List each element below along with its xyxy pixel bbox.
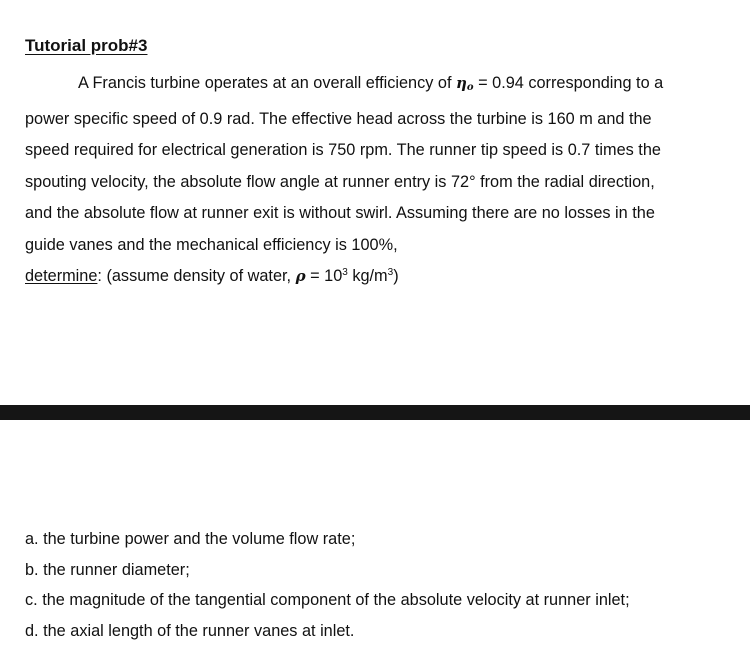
determine-label: determine [25, 267, 98, 285]
density-exponent: 3 [342, 267, 348, 278]
part-c: c. the magnitude of the tangential component of the absolute velocity at runner inlet; [25, 591, 630, 609]
page-divider [0, 405, 750, 420]
problem-line-6: guide vanes and the mechanical efficiency is 100%, [25, 235, 398, 254]
problem-line-7 [25, 261, 725, 293]
problem-statement [25, 68, 725, 293]
page-title: Tutorial prob#3 [25, 36, 148, 55]
part-b: b. the runner diameter; [25, 560, 190, 579]
rho-symbol: ρ [295, 267, 306, 285]
problem-line-3: speed required for electrical generation is 750 rpm. The runner tip speed is 0.7 times the [25, 141, 661, 159]
question-parts [25, 524, 725, 646]
problem-text-1a: A Francis turbine operates at an overall efficiency of [78, 74, 456, 92]
part-a: a. the turbine power and the volume flow rate; [25, 530, 356, 548]
part-d: d. the axial length of the runner vanes at inlet. [25, 621, 355, 640]
eta-symbol: $\eta_o$ [456, 74, 474, 93]
unit-exponent: 3 [387, 267, 394, 278]
problem-text-7b: = 10 [305, 267, 343, 285]
problem-text-1b: = 0.94 corresponding to a [473, 74, 664, 92]
problem-line-2: power specific speed of 0.9 rad. The effective head across the turbine is 160 m and the [25, 109, 652, 128]
problem-text-7a: : (assume density of water, [97, 267, 296, 285]
density-unit: kg/m [347, 267, 388, 285]
problem-text-7c: ) [393, 267, 399, 285]
problem-line-5: and the absolute flow at runner exit is without swirl. Assuming there are no losses in the [25, 204, 655, 222]
problem-line-1 [25, 68, 725, 104]
eta-subscript: o [466, 82, 474, 93]
problem-line-4: spouting velocity, the absolute flow angle at runner entry is 72° from the radial direction, [25, 172, 655, 191]
